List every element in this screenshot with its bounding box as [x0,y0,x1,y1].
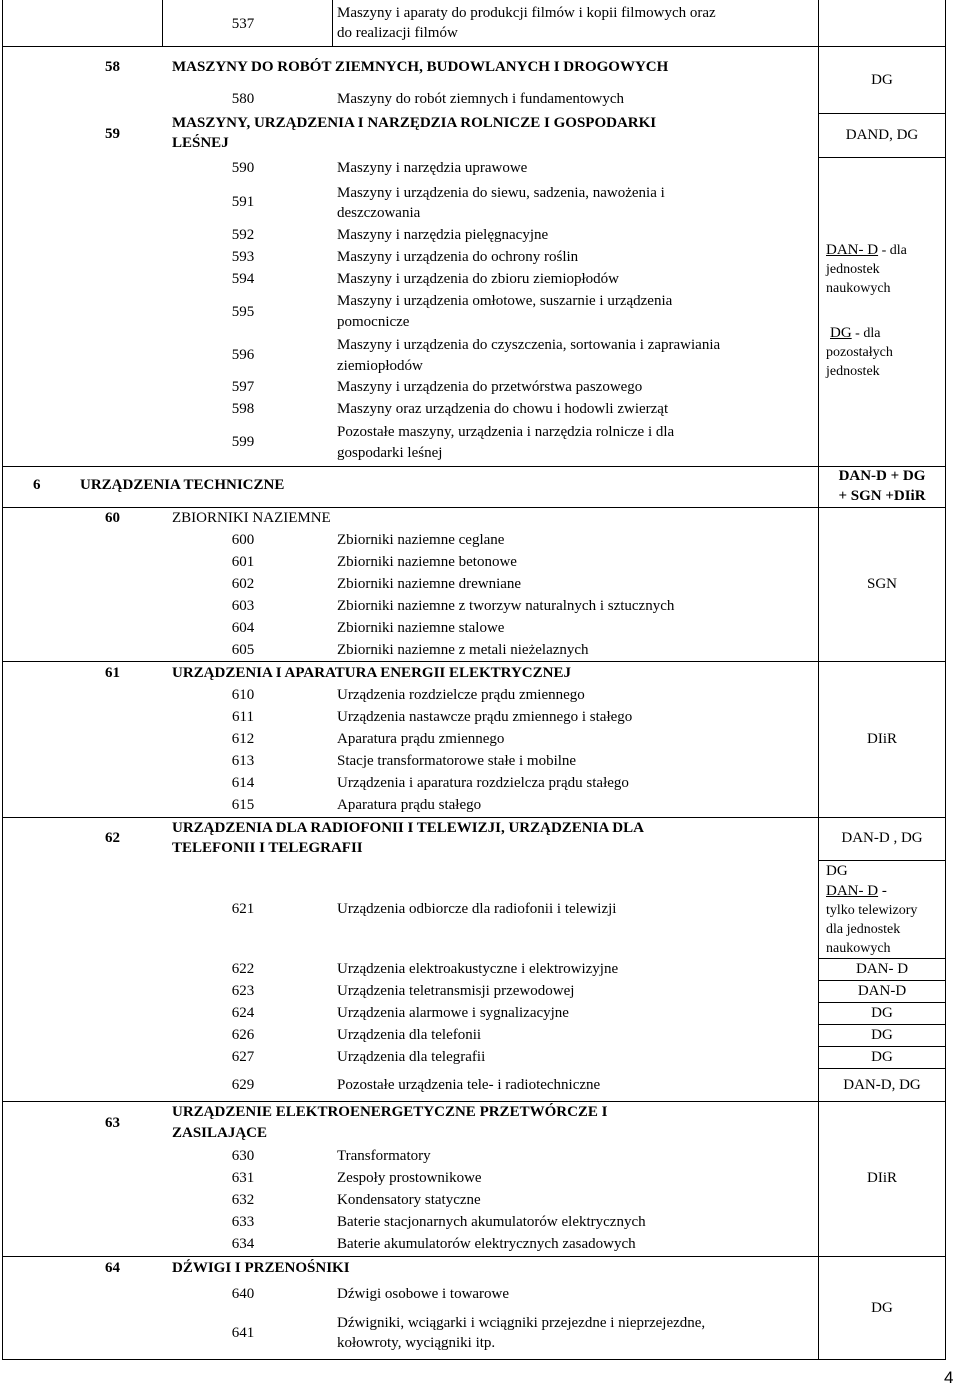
class-code: 613 [231,753,255,769]
class-name: kołowroty, wyciągniki itp. [337,1335,496,1351]
group-name: URZĄDZENIE ELEKTROENERGETYCZNE PRZETWÓRCZE I [172,1104,608,1120]
group-name: ZASILAJĄCE [172,1125,268,1141]
class-name: Urządzenia elektroakustyczne i elektrowizyjne [337,961,619,977]
class-code: 622 [231,961,255,977]
group-code: 64 [105,1260,120,1276]
group-code: 63 [105,1115,120,1131]
unit-note: jednostek [826,262,880,277]
row-divider [819,1002,945,1003]
class-name: Kondensatory statyczne [337,1192,481,1208]
class-name: Pozostałe maszyny, urządzenia i narzędzia rolnicze i dla [337,424,675,440]
unit-cell [826,241,907,260]
group-code: 59 [105,126,120,142]
group-name: TELEFONII I TELEGRAFII [172,840,363,856]
class-name: Zbiorniki naziemne stalowe [337,620,505,636]
class-code: 640 [231,1286,255,1302]
group-name: LEŚNEJ [172,135,229,151]
class-code: 610 [231,687,255,703]
row-divider [2,466,946,467]
class-name: gospodarki leśnej [337,445,443,461]
class-name: Urządzenia dla telefonii [337,1027,482,1043]
class-name: Maszyny oraz urządzenia do chowu i hodowli zwierząt [337,401,669,417]
unit-note: - dla [851,326,881,341]
class-name: Transformatory [337,1148,431,1164]
class-code: 594 [231,271,255,287]
unit-note: jednostek [826,364,880,379]
class-code: 624 [231,1005,255,1021]
class-name: Baterie akumulatorów elektrycznych zasadowych [337,1236,636,1252]
class-code: 601 [231,554,255,570]
row-divider [2,1101,946,1102]
class-code: 595 [231,304,255,320]
unit-abbrev: DAN- D [826,242,879,258]
unit-cell: + SGN +DIiR [838,488,926,504]
class-name: Zbiorniki naziemne drewniane [337,576,522,592]
class-code: 590 [231,160,255,176]
class-name: Maszyny i urządzenia do siewu, sadzenia, nawożenia i [337,185,665,201]
class-name: Zbiorniki naziemne z metali nieżelaznych [337,642,589,658]
section-name: URZĄDZENIA TECHNICZNE [80,477,285,493]
row-divider [819,157,945,158]
class-code: 596 [231,347,255,363]
table-border-left [2,0,3,1360]
class-name: Maszyny i urządzenia do zbioru ziemiopłodów [337,271,619,287]
column-divider-name [332,0,333,47]
class-name: Urządzenia dla telegrafii [337,1049,486,1065]
class-code: 634 [231,1236,255,1252]
unit-cell [830,324,880,343]
unit-cell: DAN- D [855,961,909,977]
unit-abbrev: DAN- D [826,883,879,899]
class-name: Baterie stacjonarnych akumulatorów elektrycznych [337,1214,646,1230]
group-code: 58 [105,59,120,75]
class-name: Urządzenia alarmowe i sygnalizacyjne [337,1005,569,1021]
class-code: 603 [231,598,255,614]
class-code: 611 [232,709,254,725]
column-divider-code [162,0,163,47]
class-code: 630 [231,1148,255,1164]
class-code: 591 [231,194,255,210]
class-name: Urządzenia teletransmisji przewodowej [337,983,575,999]
column-divider-units [818,0,819,1360]
group-name: MASZYNY, URZĄDZENIA I NARZĘDZIA ROLNICZE I GOSPODARKI [172,115,657,131]
class-name: Urządzenia rozdzielcze prądu zmiennego [337,687,585,703]
class-code: 537 [231,16,255,32]
unit-cell: DAN-D , DG [841,830,923,846]
unit-cell [826,882,887,901]
unit-note: dla jednostek [826,922,901,937]
row-divider [2,46,819,47]
table-border-right [945,0,946,1360]
table-border-bottom [2,1359,946,1360]
class-name: pomocnicze [337,314,410,330]
group-name: DŹWIGI I PRZENOŚNIKI [172,1260,350,1276]
group-name: ZBIORNIKI NAZIEMNE [172,510,331,526]
class-name: Maszyny do robót ziemnych i fundamentowych [337,91,625,107]
class-name: Dźwigniki, wciągarki i wciągniki przejezdne i nieprzejezdne, [337,1315,706,1331]
unit-note: naukowych [826,281,891,296]
unit-cell: DG [871,1300,893,1316]
unit-cell: DAN-D + DG [838,468,926,484]
row-divider [2,507,946,508]
class-code: 626 [231,1027,255,1043]
class-name: Maszyny i urządzenia do przetwórstwa paszowego [337,379,643,395]
group-name: URZĄDZENIA DLA RADIOFONII I TELEWIZJI, URZĄDZENIA DLA [172,820,644,836]
group-name: URZĄDZENIA I APARATURA ENERGII ELEKTRYCZNEJ [172,665,571,681]
class-code: 598 [231,401,255,417]
class-code: 629 [231,1077,255,1093]
class-name: Zbiorniki naziemne betonowe [337,554,517,570]
class-code: 631 [231,1170,255,1186]
class-code: 614 [231,775,255,791]
class-name: Urządzenia odbiorcze dla radiofonii i telewizji [337,901,617,917]
page-number: 4 [944,1368,954,1387]
row-divider [2,661,946,662]
unit-note: naukowych [826,941,891,956]
class-code: 580 [231,91,255,107]
class-code: 615 [231,797,255,813]
class-name: Zespoły prostownikowe [337,1170,482,1186]
class-code: 621 [231,901,255,917]
unit-cell: DG [871,72,893,88]
class-code: 600 [231,532,255,548]
class-name: Pozostałe urządzenia tele- i radiotechniczne [337,1077,601,1093]
class-name: Zbiorniki naziemne z tworzyw naturalnych i sztucznych [337,598,675,614]
class-name: Maszyny i aparaty do produkcji filmów i kopii filmowych oraz [337,5,716,21]
class-name: Urządzenia nastawcze prądu zmiennego i stałego [337,709,633,725]
class-code: 602 [231,576,255,592]
unit-note: - dla [878,243,907,258]
class-name: Zbiorniki naziemne ceglane [337,532,505,548]
group-code: 62 [105,830,120,846]
group-name: MASZYNY DO ROBÓT ZIEMNYCH, BUDOWLANYCH I DROGOWYCH [172,59,669,75]
row-divider [2,1256,946,1257]
class-name: deszczowania [337,205,421,221]
row-divider [2,817,946,818]
class-name: Aparatura prądu stałego [337,797,482,813]
class-code: 592 [231,227,255,243]
class-code: 597 [231,379,255,395]
unit-abbrev: DG [826,863,848,879]
class-code: 604 [231,620,255,636]
class-name: Aparatura prądu zmiennego [337,731,505,747]
unit-cell: DG [871,1005,893,1021]
class-name: Dźwigi osobowe i towarowe [337,1286,510,1302]
unit-cell: DAN-D, DG [843,1077,921,1093]
class-name: Maszyny i urządzenia omłotowe, suszarnie i urządzenia [337,293,673,309]
class-code: 627 [231,1049,255,1065]
class-name: ziemiopłodów [337,358,423,374]
row-divider [819,113,945,114]
class-code: 641 [231,1325,255,1341]
class-name: Maszyny i narzędzia uprawowe [337,160,528,176]
row-divider [819,1046,945,1047]
row-divider [819,46,945,47]
row-divider [819,980,945,981]
class-code: 623 [231,983,255,999]
class-name: Maszyny i urządzenia do czyszczenia, sortowania i zaprawiania [337,337,721,353]
class-name: Maszyny i narzędzia pielęgnacyjne [337,227,549,243]
unit-cell: DG [871,1027,893,1043]
unit-cell: DAN-D [857,983,907,999]
class-code: 612 [231,731,255,747]
section-code: 6 [33,477,41,493]
unit-note: pozostałych [826,345,893,360]
class-name: Stacje transformatorowe stałe i mobilne [337,753,577,769]
row-divider [819,860,945,861]
row-divider [819,1024,945,1025]
unit-cell: SGN [866,576,897,592]
class-code: 632 [231,1192,255,1208]
class-name: Urządzenia i aparatura rozdzielcza prądu stałego [337,775,629,791]
class-code: 593 [231,249,255,265]
row-divider [819,958,945,959]
class-name: do realizacji filmów [337,25,458,41]
class-name: Maszyny i urządzenia do ochrony roślin [337,249,579,265]
row-divider [819,1068,945,1069]
unit-cell: DIiR [867,731,897,747]
class-code: 605 [231,642,255,658]
unit-note: tylko telewizory [826,903,918,918]
unit-abbrev: DG [830,325,852,341]
unit-cell: DIiR [867,1170,897,1186]
class-code: 599 [231,434,255,450]
class-code: 633 [231,1214,255,1230]
unit-note: - [878,883,887,899]
unit-cell: DG [871,1049,893,1065]
group-code: 61 [105,665,120,681]
group-code: 60 [105,510,120,526]
unit-cell: DAND, DG [845,127,919,143]
